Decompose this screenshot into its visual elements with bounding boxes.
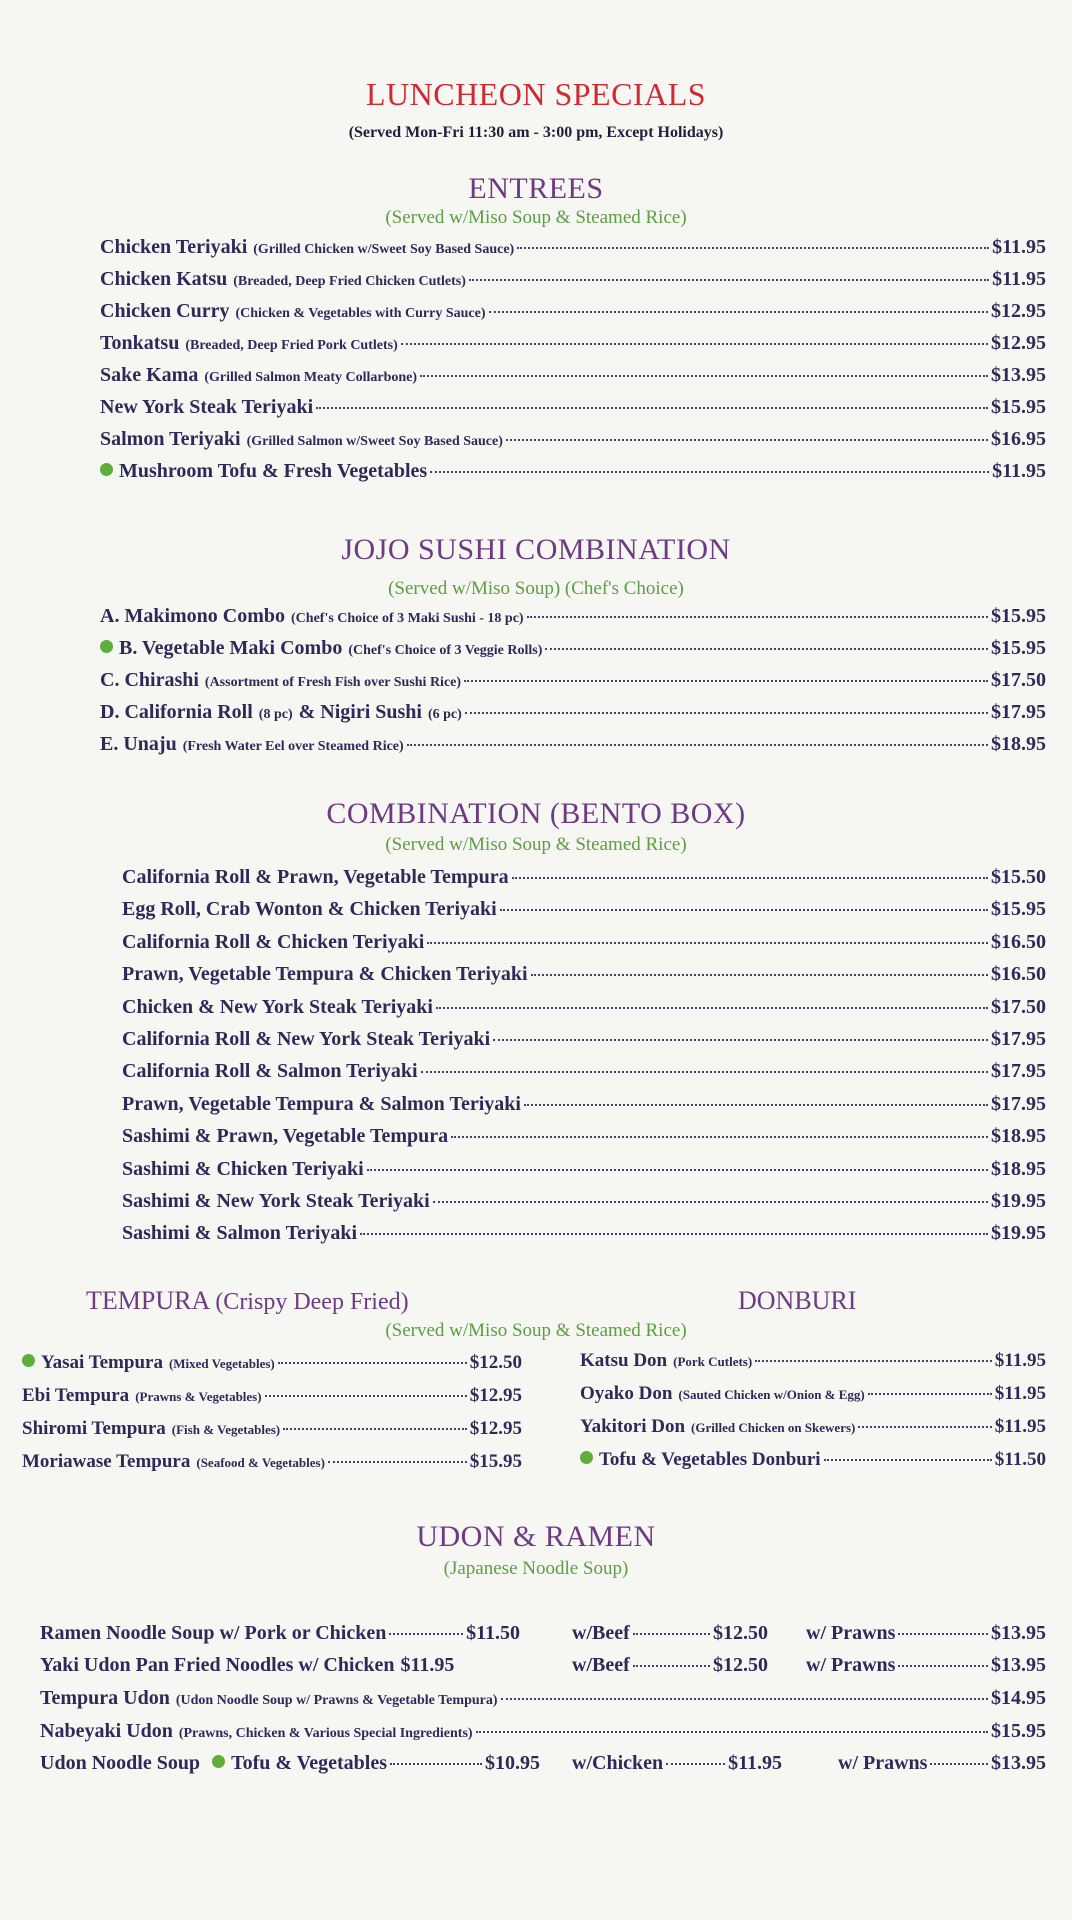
dot-leader: [464, 680, 988, 682]
dot-leader: [824, 1459, 992, 1461]
menu-item: [580, 1383, 1046, 1405]
menu-item: [122, 931, 1046, 954]
item-description: (Fish & Vegetables): [171, 1422, 281, 1437]
item-price: $17.50: [991, 995, 1046, 1018]
tempura-title: [86, 1286, 409, 1316]
veg-dot-icon: [212, 1755, 225, 1768]
menu-item: [100, 460, 1046, 483]
menu-item: [100, 300, 1046, 323]
sushi-title: JOJO SUSHI COMBINATION: [341, 533, 731, 566]
udon-soup-name: Udon Noodle Soup: [40, 1752, 201, 1774]
item-description: (Mixed Vegetables): [168, 1356, 275, 1371]
item-name: E. Unaju: [100, 733, 177, 755]
page-title: LUNCHEON SPECIALS: [365, 76, 707, 112]
nabeyaki-desc: (Prawns, Chicken & Various Special Ingredients): [178, 1726, 473, 1741]
menu-item: [122, 1125, 1046, 1148]
dot-leader: [278, 1362, 467, 1364]
item-price: $17.95: [991, 1092, 1046, 1115]
item-price: $11.95: [994, 1383, 1046, 1404]
udon-prawns: [838, 1752, 1046, 1775]
item-price: $16.50: [991, 930, 1046, 953]
dot-leader: [501, 1698, 988, 1700]
item-description: (Grilled Salmon Meaty Collarbone): [204, 370, 418, 385]
item-price: $11.50: [994, 1449, 1046, 1470]
item-name: Yakitori Don: [580, 1416, 686, 1437]
item-price: $12.95: [991, 332, 1046, 354]
dot-leader: [633, 1665, 710, 1667]
item-name-second: & Nigiri Sushi: [298, 701, 422, 723]
dot-leader: [493, 1039, 988, 1041]
item-name: B. Vegetable Maki Combo: [119, 637, 343, 659]
item-name: Sashimi & Prawn, Vegetable Tempura: [122, 1125, 449, 1148]
udon-veg-price: $10.95: [485, 1752, 540, 1774]
udon-chicken: [572, 1752, 782, 1775]
yaki-beef-label: w/Beef: [572, 1654, 630, 1676]
item-price: $17.95: [991, 1028, 1046, 1050]
item-name: Katsu Don: [580, 1350, 668, 1371]
menu-item: [122, 1060, 1046, 1083]
item-price: $19.95: [991, 1190, 1046, 1212]
ramen-item: [40, 1622, 520, 1645]
dot-leader: [858, 1426, 991, 1428]
item-price: $13.95: [991, 364, 1046, 386]
dot-leader: [420, 375, 988, 377]
entrees-title: ENTREES: [468, 172, 604, 205]
item-name: Mushroom Tofu & Fresh Vegetables: [119, 460, 428, 482]
menu-item: [122, 1028, 1046, 1051]
item-name: Salmon Teriyaki: [100, 428, 241, 450]
item-price: $12.50: [469, 1352, 522, 1373]
veg-dot-icon: [22, 1354, 35, 1367]
item-description-second: (6 pc): [427, 707, 462, 722]
dot-leader: [436, 1007, 988, 1009]
dot-leader: [401, 343, 988, 345]
ramen-name: Ramen Noodle Soup w/ Pork or Chicken: [40, 1622, 387, 1644]
udon-soup-item: [40, 1752, 540, 1775]
item-name: Chicken Teriyaki: [100, 236, 248, 258]
dot-leader: [421, 1071, 988, 1073]
ramen-prawn-price: $13.95: [991, 1622, 1046, 1644]
dot-leader: [283, 1428, 467, 1430]
item-price: $16.95: [991, 428, 1046, 450]
yaki-udon-price: $11.95: [400, 1654, 455, 1676]
item-price: $12.95: [469, 1385, 522, 1406]
item-name: California Roll & Chicken Teriyaki: [122, 930, 425, 953]
item-price: $11.95: [992, 236, 1046, 258]
dot-leader: [469, 279, 989, 281]
dot-leader: [430, 471, 989, 473]
menu-item: [100, 364, 1046, 387]
menu-item: [100, 701, 1046, 724]
item-name: Sashimi & Chicken Teriyaki: [122, 1157, 364, 1180]
udon-prawn-label: w/ Prawns: [838, 1752, 928, 1774]
item-price: $18.95: [991, 1157, 1046, 1180]
veg-dot-icon: [100, 640, 113, 653]
item-name: California Roll & Prawn, Vegetable Tempura: [122, 866, 509, 888]
dot-leader: [524, 1104, 988, 1106]
item-name: Egg Roll, Crab Wonton & Chicken Teriyaki: [122, 898, 497, 921]
item-description: (Pork Cutlets): [673, 1354, 753, 1369]
veg-dot-icon: [100, 463, 113, 476]
ramen-price: $11.50: [466, 1622, 520, 1644]
udon-prawn-price: $13.95: [991, 1752, 1046, 1774]
menu-item: [580, 1350, 1046, 1372]
item-name: Chicken Katsu: [100, 268, 228, 290]
item-description: (Seafood & Vegetables): [196, 1455, 325, 1470]
ramen-beef-label: w/Beef: [572, 1622, 630, 1644]
yaki-udon-name: Yaki Udon Pan Fried Noodles w/ Chicken: [40, 1654, 395, 1676]
item-price: $11.95: [994, 1350, 1046, 1371]
dot-leader: [328, 1461, 467, 1463]
menu-item: [100, 637, 1046, 660]
dot-leader: [489, 311, 989, 313]
menu-item: [100, 396, 1046, 419]
item-price: $18.95: [991, 1125, 1046, 1148]
item-description: (Grilled Chicken on Skewers): [691, 1420, 856, 1435]
menu-item: [100, 733, 1046, 756]
donburi-title: DONBURI: [738, 1286, 857, 1315]
item-description: (Chicken & Vegetables with Curry Sauce): [235, 306, 486, 321]
yaki-udon-prawns: [806, 1654, 1046, 1677]
menu-item: [22, 1418, 522, 1440]
dot-leader: [451, 1136, 988, 1138]
menu-item: [122, 866, 1046, 889]
tempura-udon-name: Tempura Udon: [40, 1687, 170, 1709]
dot-leader: [476, 1731, 988, 1733]
item-price: $17.95: [991, 701, 1046, 723]
item-name: Chicken & New York Steak Teriyaki: [122, 995, 433, 1018]
item-name: A. Makimono Combo: [100, 605, 286, 627]
dot-leader: [433, 1201, 988, 1203]
item-price: $11.95: [992, 460, 1046, 482]
nabeyaki-price: $15.95: [991, 1720, 1046, 1742]
yaki-beef-price: $12.50: [713, 1654, 768, 1676]
item-description: (8 pc): [258, 707, 293, 722]
dot-leader: [265, 1395, 467, 1397]
tempura-donburi-subtitle: (Served w/Miso Soup & Steamed Rice): [385, 1320, 687, 1341]
yaki-udon-beef: [572, 1654, 768, 1677]
dot-leader: [531, 974, 988, 976]
ramen-prawn-label: w/ Prawns: [806, 1622, 896, 1644]
item-name: Prawn, Vegetable Tempura & Chicken Teriyaki: [122, 963, 528, 986]
item-price: $15.95: [991, 605, 1046, 627]
dot-leader: [367, 1169, 988, 1171]
tempura-udon-price: $14.95: [991, 1687, 1046, 1709]
item-name: D. California Roll: [100, 701, 253, 723]
tempura-title-text: TEMPURA: [86, 1286, 209, 1315]
item-name: Shiromi Tempura: [22, 1418, 166, 1439]
dot-leader: [407, 744, 988, 746]
menu-item: [22, 1352, 522, 1374]
dot-leader: [545, 648, 988, 650]
bento-title: COMBINATION (BENTO BOX): [326, 797, 746, 830]
ramen-prawns: [806, 1622, 1046, 1645]
item-name: Prawn, Vegetable Tempura & Salmon Teriyaki: [122, 1092, 521, 1115]
dot-leader: [868, 1393, 992, 1395]
dot-leader: [390, 1763, 482, 1765]
nabeyaki-udon-item: [40, 1720, 1046, 1743]
udon-title: UDON & RAMEN: [416, 1520, 656, 1553]
item-price: $18.95: [991, 733, 1046, 755]
page-subtitle: (Served Mon-Fri 11:30 am - 3:00 pm, Except Holidays): [348, 124, 724, 141]
item-name: Sashimi & New York Steak Teriyaki: [122, 1190, 430, 1212]
item-price: $12.95: [991, 300, 1046, 322]
tempura-title-note: (Crispy Deep Fried): [215, 1289, 409, 1315]
item-description: (Fresh Water Eel over Steamed Rice): [182, 739, 404, 754]
item-price: $17.50: [991, 669, 1046, 691]
udon-chicken-price: $11.95: [728, 1752, 782, 1774]
item-name: Sake Kama: [100, 364, 199, 386]
dot-leader: [898, 1633, 988, 1635]
menu-item: [122, 1222, 1046, 1245]
item-name: New York Steak Teriyaki: [100, 396, 314, 418]
ramen-beef-price: $12.50: [713, 1622, 768, 1644]
menu-item: [100, 268, 1046, 291]
item-name: Tofu & Vegetables Donburi: [599, 1449, 821, 1470]
item-description: (Sauted Chicken w/Onion & Egg): [678, 1387, 865, 1402]
item-name: Chicken Curry: [100, 300, 230, 322]
tempura-udon-desc: (Udon Noodle Soup w/ Prawns & Vegetable Tempura): [175, 1693, 498, 1708]
item-price: $15.50: [991, 866, 1046, 888]
item-price: $11.95: [992, 268, 1046, 290]
item-description: (Breaded, Deep Fried Chicken Cutlets): [233, 274, 466, 289]
item-name: Oyako Don: [580, 1383, 673, 1404]
item-price: $17.95: [991, 1060, 1046, 1083]
item-price: $19.95: [991, 1222, 1046, 1245]
tempura-udon-item: [40, 1687, 1046, 1710]
menu-item: [122, 1093, 1046, 1116]
item-description: (Grilled Chicken w/Sweet Soy Based Sauce): [253, 242, 515, 257]
entrees-subtitle: (Served w/Miso Soup & Steamed Rice): [385, 207, 687, 228]
item-price: $15.95: [469, 1451, 522, 1472]
menu-item: [100, 605, 1046, 628]
item-description: (Chef's Choice of 3 Maki Sushi - 18 pc): [291, 611, 524, 626]
menu-item: [122, 1158, 1046, 1181]
menu-item: [100, 428, 1046, 451]
yaki-udon-item: [40, 1654, 520, 1677]
udon-subtitle: (Japanese Noodle Soup): [443, 1558, 629, 1579]
dot-leader: [930, 1763, 988, 1765]
dot-leader: [666, 1763, 725, 1765]
ramen-beef: [572, 1622, 768, 1645]
item-price: $12.95: [469, 1418, 522, 1439]
menu-item: [580, 1449, 1046, 1471]
menu-item: [122, 1190, 1046, 1213]
item-description: (Grilled Salmon w/Sweet Soy Based Sauce): [246, 434, 503, 449]
dot-leader: [500, 909, 988, 911]
yaki-prawn-label: w/ Prawns: [806, 1654, 896, 1676]
item-price: $16.50: [991, 963, 1046, 986]
dot-leader: [755, 1360, 992, 1362]
sushi-subtitle: (Served w/Miso Soup) (Chef's Choice): [388, 578, 684, 599]
item-name: California Roll & New York Steak Teriyaki: [122, 1028, 491, 1050]
dot-leader: [898, 1665, 988, 1667]
dot-leader: [633, 1633, 710, 1635]
item-description: (Prawns & Vegetables): [135, 1389, 262, 1404]
item-price: $11.95: [994, 1416, 1046, 1437]
dot-leader: [316, 407, 988, 409]
dot-leader: [527, 616, 988, 618]
dot-leader: [512, 877, 988, 879]
dot-leader: [360, 1233, 988, 1235]
nabeyaki-name: Nabeyaki Udon: [40, 1720, 173, 1742]
menu-item: [122, 963, 1046, 986]
udon-veg-label: Tofu & Vegetables: [231, 1752, 388, 1774]
menu-item: [100, 669, 1046, 692]
dot-leader: [506, 439, 988, 441]
item-price: $15.95: [991, 396, 1046, 418]
dot-leader: [465, 712, 988, 714]
item-name: Tonkatsu: [100, 332, 180, 354]
item-price: $15.95: [991, 637, 1046, 659]
item-description: (Breaded, Deep Fried Pork Cutlets): [185, 338, 398, 353]
item-name: Moriawase Tempura: [22, 1451, 191, 1472]
item-name: Yasai Tempura: [41, 1352, 163, 1373]
menu-item: [122, 996, 1046, 1019]
item-name: Sashimi & Salmon Teriyaki: [122, 1222, 358, 1245]
item-name: C. Chirashi: [100, 669, 199, 691]
menu-item: [100, 236, 1046, 259]
dot-leader: [517, 247, 989, 249]
menu-item: [100, 332, 1046, 355]
item-name: Ebi Tempura: [22, 1385, 130, 1406]
yaki-prawn-price: $13.95: [991, 1654, 1046, 1676]
item-name: California Roll & Salmon Teriyaki: [122, 1060, 418, 1083]
item-price: $15.95: [991, 898, 1046, 921]
dot-leader: [427, 942, 988, 944]
udon-chicken-label: w/Chicken: [572, 1752, 664, 1774]
menu-item: [22, 1451, 522, 1473]
menu-item: [22, 1385, 522, 1407]
menu-item: [580, 1416, 1046, 1438]
bento-subtitle: (Served w/Miso Soup & Steamed Rice): [385, 834, 687, 855]
dot-leader: [389, 1633, 463, 1635]
veg-dot-icon: [580, 1451, 593, 1464]
item-description: (Chef's Choice of 3 Veggie Rolls): [348, 643, 543, 658]
menu-item: [122, 898, 1046, 921]
item-description: (Assortment of Fresh Fish over Sushi Rice): [204, 675, 462, 690]
